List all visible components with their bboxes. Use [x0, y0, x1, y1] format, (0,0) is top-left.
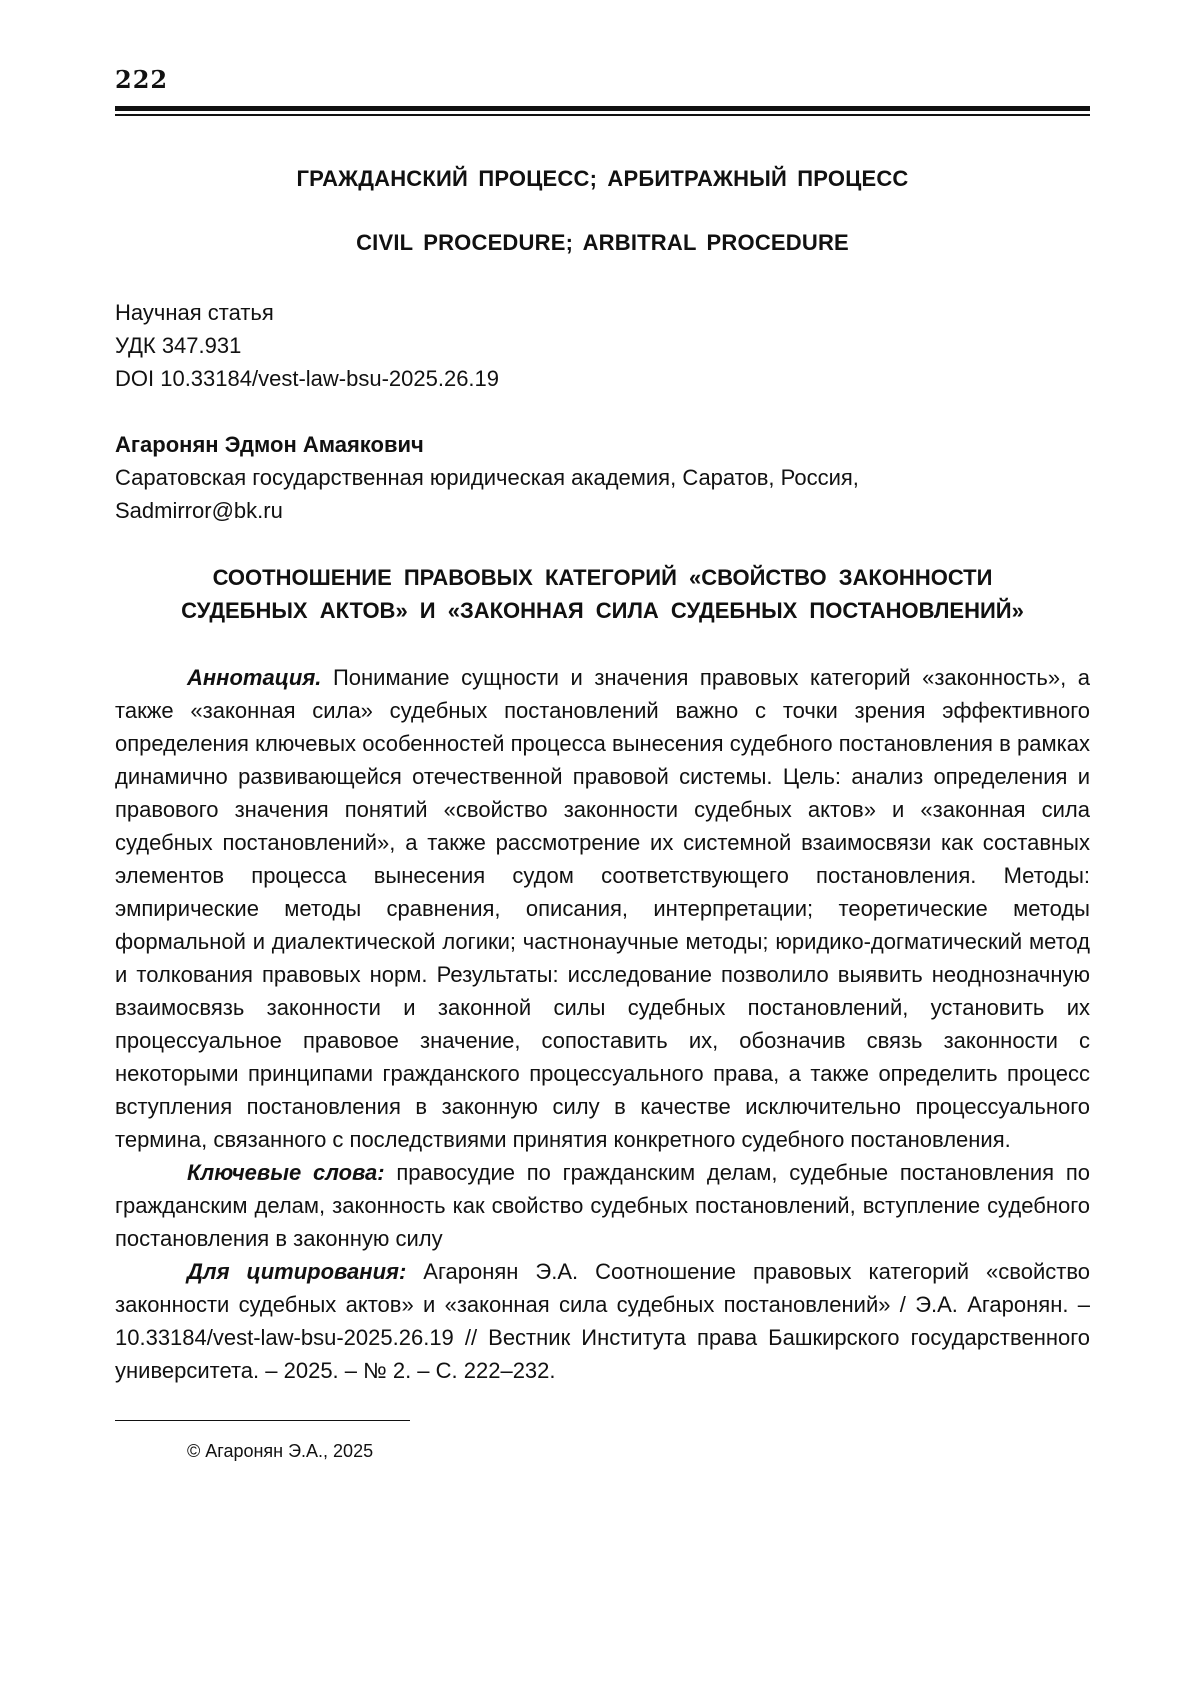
section-title-ru: ГРАЖДАНСКИЙ ПРОЦЕСС; АРБИТРАЖНЫЙ ПРОЦЕСС	[296, 166, 909, 191]
header-rule-thin	[115, 114, 1090, 116]
author-email: Sadmirror@bk.ru	[115, 498, 283, 523]
article-title-line-1: СООТНОШЕНИЕ ПРАВОВЫХ КАТЕГОРИЙ «СВОЙСТВО ЗАКОННОСТИ	[212, 565, 993, 590]
page	[115, 60, 1090, 1463]
article-meta	[115, 296, 1090, 395]
author-name: Агаронян Эдмон Амаякович	[115, 432, 424, 457]
abstract-paragraph	[115, 661, 1090, 1156]
article-title-line-2: СУДЕБНЫХ АКТОВ» И «ЗАКОННАЯ СИЛА СУДЕБНЫХ ПОСТАНОВЛЕНИЙ»	[181, 598, 1024, 623]
keywords-label: Ключевые слова:	[187, 1160, 385, 1185]
section-title-en: CIVIL PROCEDURE; ARBITRAL PROCEDURE	[356, 230, 849, 255]
header-rule-thick	[115, 106, 1090, 111]
abstract-text: Понимание сущности и значения правовых категорий «законность», а также «законная сила» судебных постановлений важно с точки зрения эффективного определения ключевых особенностей процесса вынесения судебного постановления в рамках динамично развивающейся отечественной правовой системы. Цель: анализ определения и правового значения понятий «свойство законности судебных актов» и «законная сила судебных постановлений», а также рассмотрение их системной взаимосвязи как составных элементов процесса вынесения судом соответствующего постановления. Методы: эмпирические методы сравнения, описания, интерпретации; теоретические методы формальной и диалектической логики; частнонаучные методы; юридико-догматический метод и толкования правовых норм. Результаты: исследование позволило выявить неоднозначную взаимосвязь законности и законной силы судебных постановлений, установить их процессуальное правовое значение, сопоставить их, обозначив связь законности с некоторыми принципами гражданского процессуального права, а также определить процесс вступления постановления в законную силу в качестве исключительно процессуального термина, связанного с последствиями принятия конкретного судебного постановления.	[115, 665, 1090, 1152]
copyright-footnote: © Агаронян Э.А., 2025	[187, 1441, 374, 1461]
citation-text: Агаронян Э.А. Соотношение правовых категорий «свойство законности судебных актов» и «законная сила судебных постановлений» / Э.А. Агаронян. – 10.33184/vest-law-bsu-2025.26.19 // Вестник Института права Башкирского государственного университета. – 2025. – № 2. – С. 222–232.	[115, 1259, 1090, 1383]
article-title	[115, 561, 1090, 627]
author-affiliation: Саратовская государственная юридическая академия, Саратов, Россия,	[115, 465, 859, 490]
citation-paragraph	[115, 1255, 1090, 1387]
citation-label: Для цитирования:	[187, 1259, 407, 1284]
footnote-rule	[115, 1420, 410, 1421]
author-block	[115, 428, 1090, 527]
abstract-label: Аннотация.	[187, 665, 322, 690]
doi: DOI 10.33184/vest-law-bsu-2025.26.19	[115, 366, 500, 391]
keywords-paragraph	[115, 1156, 1090, 1255]
keywords-text: правосудие по гражданским делам, судебные постановления по гражданским делам, законность как свойство судебных постановлений, вступление судебного постановления в законную силу	[115, 1160, 1090, 1251]
udc-code: УДК 347.931	[115, 333, 242, 358]
abstract-section	[115, 661, 1090, 1387]
article-type: Научная статья	[115, 300, 274, 325]
page-number: 222	[115, 65, 169, 94]
